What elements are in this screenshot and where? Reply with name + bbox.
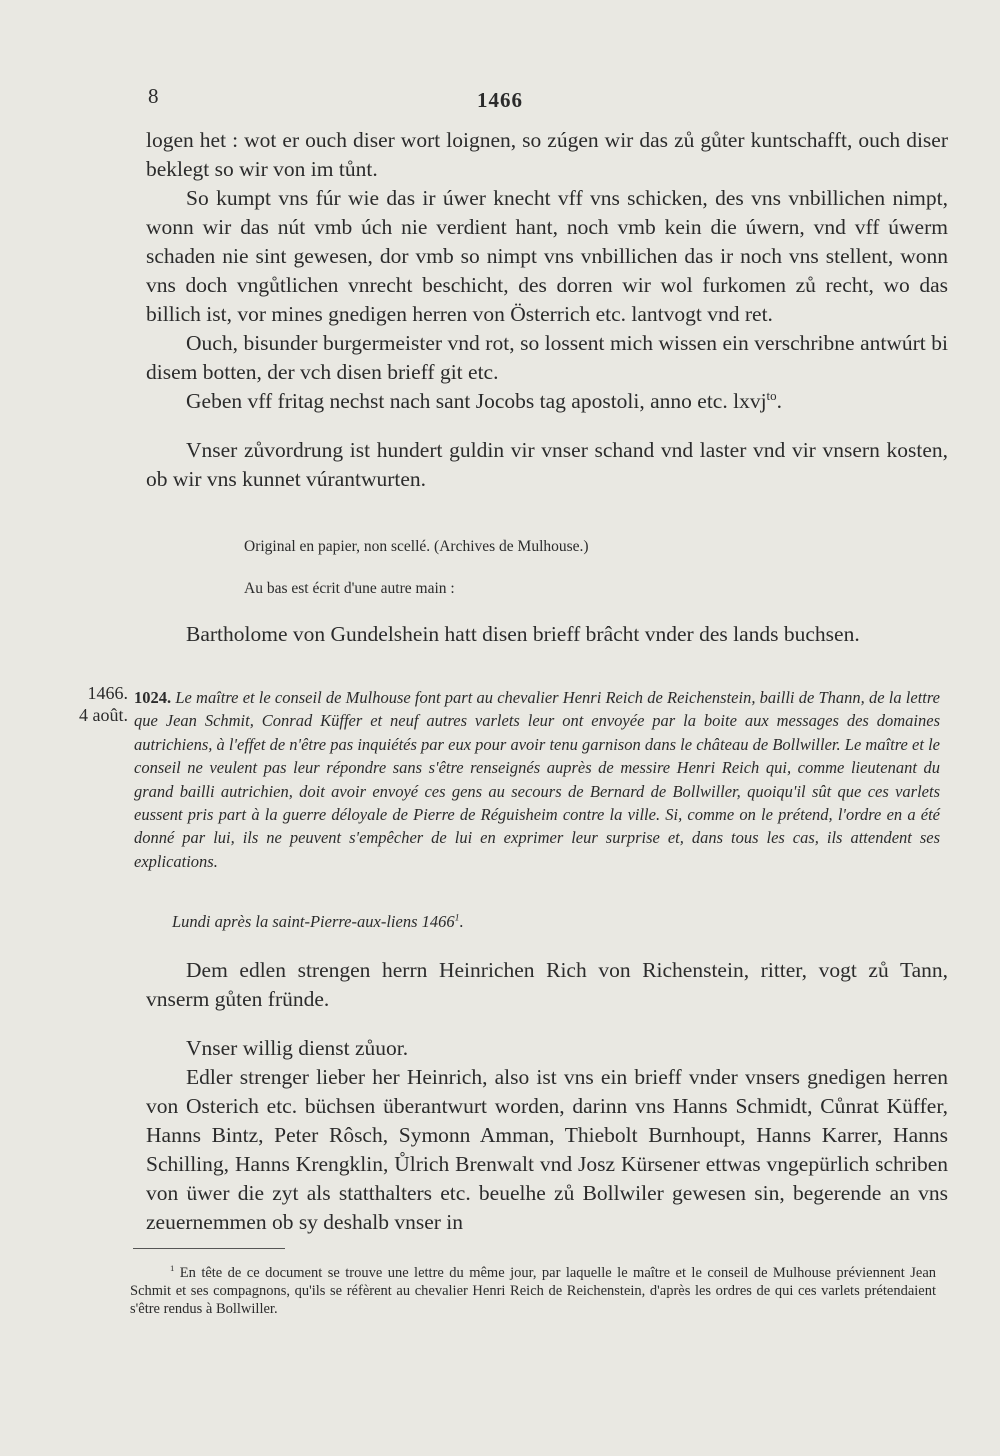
footnote-ref: 1: [454, 912, 460, 924]
running-header-year: 1466: [477, 88, 523, 112]
salutation: Dem edlen strengen herrn Heinrichen Rich von Richenstein, ritter, vogt zů Tann, vnserm gůten fründe.: [146, 958, 948, 1011]
entry-summary: [134, 686, 940, 873]
page-number: 8: [148, 84, 159, 108]
paragraph: logen het : wot er ouch diser wort loignen, so zúgen wir das zů gůter kuntschafft, ouch diser beklegt so wir von im tůnt.: [146, 128, 948, 181]
footnote-text: En tête de ce document se trouve une lettre du même jour, par laquelle le maître et le conseil de Mulhouse préviennent Jean Schmit et ses compagnons, qu'ils se réfèrent au chevalier Henri Reich de Reichenstein, d'après les ordres de qui ces varlets prétendaient s'être rendus à Bollwiller.: [130, 1265, 937, 1317]
margin-year: 1466.: [87, 683, 128, 703]
source-note: Original en papier, non scellé. (Archives de Mulhouse.): [244, 538, 589, 555]
entry-number: 1024.: [134, 688, 172, 707]
paragraph: Vnser zůvordrung ist hundert guldin vir vnser schand vnd laster vnd vir vnsern kosten, ob wir vns kunnet vúrantwurten.: [146, 438, 948, 491]
margin-day: 4 août.: [79, 705, 128, 725]
greeting: Vnser willig dienst zůuor.: [186, 1036, 409, 1060]
footnote: [130, 1264, 936, 1318]
entry-text: Le maître et le conseil de Mulhouse font part au chevalier Henri Reich de Reichenstein, bailli de Thann, de la lettre que Jean Schmit, Conrad Küffer et neuf autres varlets leur ont envoyée par la boite aux messages des domaines autrichiens, à l'effet de n'être pas inquiétés par eux pour avoir tenu garnison dans le château de Bollwiller. Le maître et le conseil ne veulent pas leur répondre sans s'être renseignés auprès de messire Henri Reich qui, comme lieutenant du grand bailli autrichien, doit avoir envoyé ces gens au secours de Bernard de Bollwiller, quoiqu'il sût que ces varlets eussent pris part à la guerre déloyale de Pierre de Réguisheim contre la ville. Si, comme on le prétend, l'ordre en a été donné par lui, ils ne peuvent s'empêcher de lui en exprimer leur surprise et, dans tous les cas, ils attendent ses explications.: [134, 688, 940, 871]
paragraph: So kumpt vns fúr wie das ir úwer knecht vff vns schicken, des vns vnbillichen nimpt, wonn wir das nút vmb úch nie verdient hant, noch vmb kein die úwern, vnd vff úwerm schaden nie sint gewesen, dor vmb so nimpt vns vnbillichen das ir noch vns stellent, wonn vns doch vngůtlichen vnrecht beschicht, des dorren wir wol furkomen zů recht, wo das billich ist, vor mines gnedigen herren von Österrich etc. lantvogt vnd ret.: [146, 186, 948, 326]
date-line: Geben vff fritag nechst nach sant Jocobs tag apostoli, anno etc. lxvj$^{to}$.: [186, 388, 782, 413]
paragraph: Edler strenger lieber her Heinrich, also ist vns ein brieff vnder vnsers gnedigen herren von Osterich etc. büchsen überantwurt worden, darinn vns Hanns Schmidt, Cůnrat Küffer, Hanns Bintz, Peter Rôsch, Symonn Amman, Thiebolt Burnhoupt, Hanns Karrer, Hanns Schilling, Hanns Krengklin, Ůlrich Brenwalt vnd Josz Kürsener ettwas vngepürlich schriben von üwer die zyt als statthalters etc. beuelhe zů Bollwiler gewesen sin, begerende an vns zeuernemmen ob sy deshalb vnser in: [146, 1065, 948, 1234]
letter-continuation: [146, 126, 948, 494]
footnote-marker: 1: [170, 1263, 175, 1274]
margin-date: [60, 682, 128, 726]
paragraph: Ouch, bisunder burgermeister vnd rot, so lossent mich wissen ein verschribne antwúrt bi disem botten, der vch disen brieff git etc.: [146, 331, 948, 384]
entry-date: Lundi après la saint-Pierre-aux-liens 1466$^1$.: [172, 912, 464, 931]
annotation-note: Au bas est écrit d'une autre main :: [244, 580, 455, 597]
bartholome-line: Bartholome von Gundelshein hatt disen brieff brâcht vnder des lands buchsen.: [186, 622, 860, 646]
footnote-divider: [133, 1248, 285, 1249]
letter-2: [146, 956, 948, 1237]
